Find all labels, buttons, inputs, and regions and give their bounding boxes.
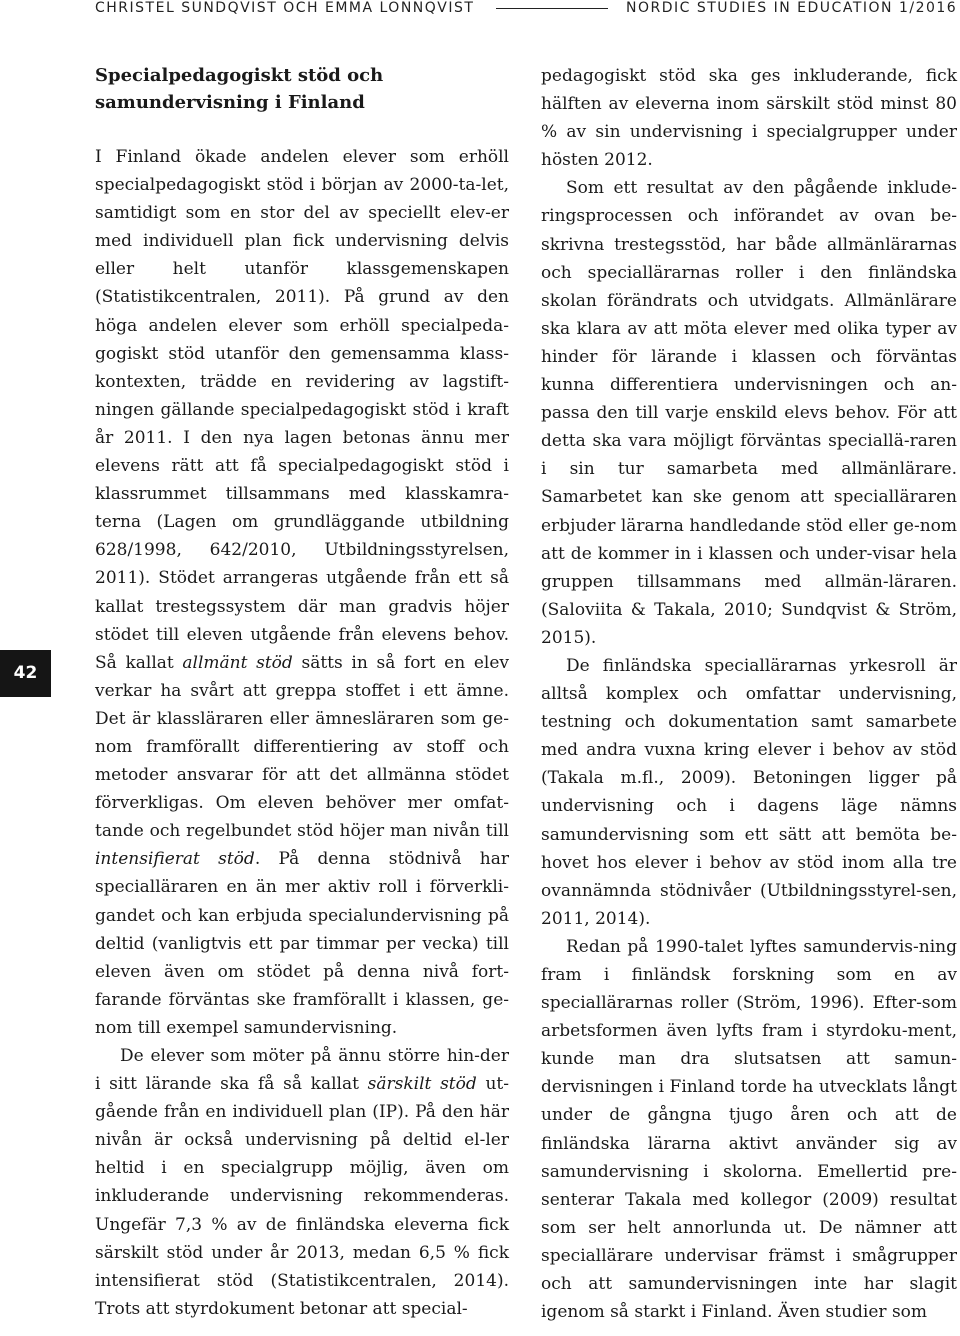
running-header — [0, 0, 960, 28]
page-number-tab — [0, 650, 51, 697]
paragraph-text: sätts in så fort en elev verkar ha svårt att greppa stoffet i ett ämne. Det är klassläraren eller ämnesläraren som ge-nom framförallt differentiering av stoff och metoder ansvarar för att det allmänna stödet förverkligas. Om eleven behöver mer omfat-tande och regelbundet stöd höjer man nivån till — [95, 652, 509, 842]
section-heading — [95, 62, 509, 116]
paragraph-text: De elever som möter på ännu större hin-der i sitt lärande ska få så kallat — [95, 1046, 509, 1095]
header-rule — [496, 8, 608, 9]
paragraph — [95, 1042, 509, 1323]
paragraph: Redan på 1990-talet lyftes samundervis-ning fram i finländsk forskning som en av speciallärarnas roller (Ström, 1996). Efter-som arbetsformen även lyfts fram i styrdoku-ment, kunde man dra slutsatsen att samun-dervisningen i Finland torde ha utvecklats långt under de gångna tjugo åren och att de finländska lärarna aktivt använder sig av samundervisning i skolorna. Emellertid pre-senterar Takala med kollegor (2009) resultat som ser helt annorlunda ut. De nämner att speciallärare undervisar främst i smågrupper och att samundervisningen inte har slagit igenom så starkt i Finland. Även studier som — [541, 936, 957, 1323]
right-column — [541, 62, 957, 1326]
header-journal: NORDIC STUDIES IN EDUCATION 1/2016 — [626, 0, 958, 16]
header-authors: CHRISTEL SUNDQVIST OCH EMMA LÖNNQVIST — [95, 0, 475, 16]
paragraph-text: I Finland ökade andelen elever som erhöll specialpedagogiskt stöd i början av 2000-ta-let, samtidigt som en stor del av speciellt elev-er med individuell plan fick undervisning delvis eller helt utanför klassgemenskapen (Statistikcentralen, 2011). På grund av den höga andelen elever som erhöll specialpeda-gogiskt stöd utanför den gemensamma klass-kontexten, trädde en revidering av lagstift-ningen gällande specialpedagogiskt stöd i kraft år 2011. I den nya lagen betonas ännu mer elevens rätt att få specialpedagogiskt stöd i klassrummet tillsammans med klasskamra-terna (Lagen om grundläggande utbildning 628/1998, 642/2010, Utbildningsstyrelsen, 2011). Stödet arrangeras utgående från ett så kallat trestegssystem där man gradvis höjer stödet till eleven utgående från elevens behov. Så kallat — [95, 147, 509, 673]
paragraph: pedagogiskt stöd ska ges inkluderande, fick hälften av eleverna inom särskilt stöd minst 80 % av sin undervisning i specialgrupper under hösten 2012. — [541, 66, 957, 171]
paragraph-text: . På denna stödnivå har specialläraren en än mer aktiv roll i förverkli-gandet och kan erbjuda specialundervisning på deltid (vanligtvis ett par timmar per vecka) till eleven även om stödet på denna nivå fort-farande förväntas ske framförallt i klassen, ge-nom till exempel samundervisning. — [95, 849, 509, 1038]
paragraph: De finländska speciallärarnas yrkesroll är alltså komplex och omfattar undervisning, testning och dokumentation samt samarbete med andra vuxna kring elever i behov av stöd (Takala m.fl., 2009). Betoningen ligger på undervisning och i dagens läge nämns samundervisning som ett sätt att bemöta be-hovet hos elever i behov av stöd inom alla tre ovannämnda stödnivåer (Utbildningsstyrel-sen, 2011, 2014). — [541, 655, 957, 929]
emphasis-term: intensifierat stöd — [95, 849, 255, 870]
section-heading-line2: samundervisning i Finland — [95, 92, 365, 113]
page-number: 42 — [13, 663, 38, 683]
paragraph — [95, 143, 509, 1042]
emphasis-term: allmänt stöd — [182, 652, 293, 673]
paragraph-text: ut-gående från en individuell plan (IP). På den här nivån är också undervisning på deltid el-ler heltid i en specialgrupp möjlig, även om inkluderande undervisning rekommenderas. Ungefär 7,3 % av de finländska eleverna fick särskilt stöd under år 2013, medan 6,5 % fick intensifierat stöd (Statistikcentralen, 2014). Trots att styrdokument betonar att special- — [95, 1074, 509, 1319]
section-heading-line1: Specialpedagogiskt stöd och — [95, 65, 384, 86]
emphasis-term: särskilt stöd — [367, 1074, 477, 1095]
paragraph: Som ett resultat av den pågående inklude-ringsprocessen och införandet av ovan be-skrivna trestegsstöd, har både allmänlärarnas och speciallärarnas roller i den finländska skolan förändrats och utvidgats. Allmänlärare ska klara av att möta elever med olika typer av hinder för lärande i klassen och förväntas kunna differentiera undervisningen och an-passa den till varje enskild elevs behov. För att detta ska vara möjligt förväntas speciallä-raren i sin tur samarbeta med allmänlärare. Samarbetet kan ske genom att specialläraren erbjuder lärarna handledande stöd eller ge-nom att de kommer in i klassen och under-visar hela gruppen tillsammans med allmän-läraren. (Saloviita & Takala, 2010; Sundqvist & Ström, 2015). — [541, 178, 957, 648]
left-column — [95, 62, 509, 1323]
